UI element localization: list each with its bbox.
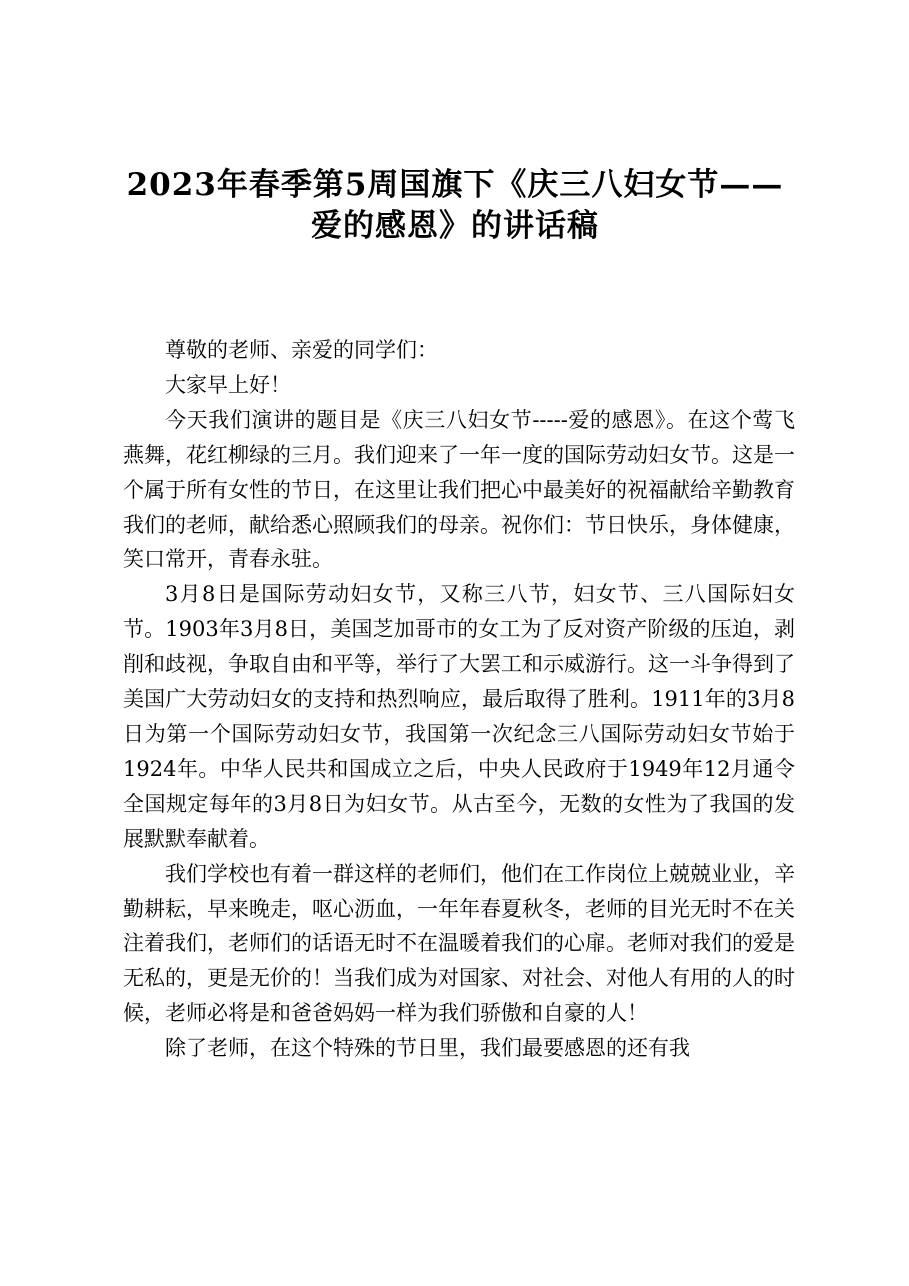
document-title-line-2: 爱的感恩》的讲话稿: [311, 208, 599, 244]
body-paragraph: 3月8日是国际劳动妇女节，又称三八节，妇女节、三八国际妇女节。1903年3月8日，美国芝加哥市的女工为了反对资产阶级的压迫，剥削和歧视，争取自由和平等，举行了大罢工和示威游行。这一斗争得到了美国广大劳动妇女的支持和热烈响应，最后取得了胜利。1911年的3月8日为第一个国际劳动妇女节，我国第一次纪念三八国际劳动妇女节始于1924年。中华人民共和国成立之后，中央人民政府于1949年12月通令全国规定每年的3月8日为妇女节。从古至今，无数的女性为了我国的发展默默奉献着。: [123, 582, 795, 851]
body-paragraph: 我们学校也有着一群这样的老师们，他们在工作岗位上兢兢业业，辛勤耕耘，早来晚走，呕心沥血，一年年春夏秋冬，老师的目光无时不在关注着我们，老师们的话语无时不在温暖着我们的心扉。老师对我们的爱是无私的，更是无价的！当我们成为对国家、对社会、对他人有用的人的时候，老师必将是和爸爸妈妈一样为我们骄傲和自豪的人！: [123, 861, 795, 1026]
salutation-paragraph: 尊敬的老师、亲爱的同学们：: [165, 338, 438, 362]
document-title-line-1: 2023年春季第5周国旗下《庆三八妇女节——: [126, 167, 784, 203]
body-paragraph: 今天我们演讲的题目是《庆三八妇女节-----爱的感恩》。在这个莺飞燕舞，花红柳绿的三月。我们迎来了一年一度的国际劳动妇女节。这是一个属于所有女性的节日，在这里让我们把心中最美好的祝福献给辛勤教育我们的老师，献给悉心照顾我们的母亲。祝你们：节日快乐，身体健康，笑口常开，青春永驻。: [123, 407, 795, 572]
greeting-paragraph: 大家早上好！: [165, 372, 291, 397]
body-paragraph: 除了老师，在这个特殊的节日里，我们最要感恩的还有我: [165, 1036, 690, 1061]
document-body: [123, 333, 795, 1066]
